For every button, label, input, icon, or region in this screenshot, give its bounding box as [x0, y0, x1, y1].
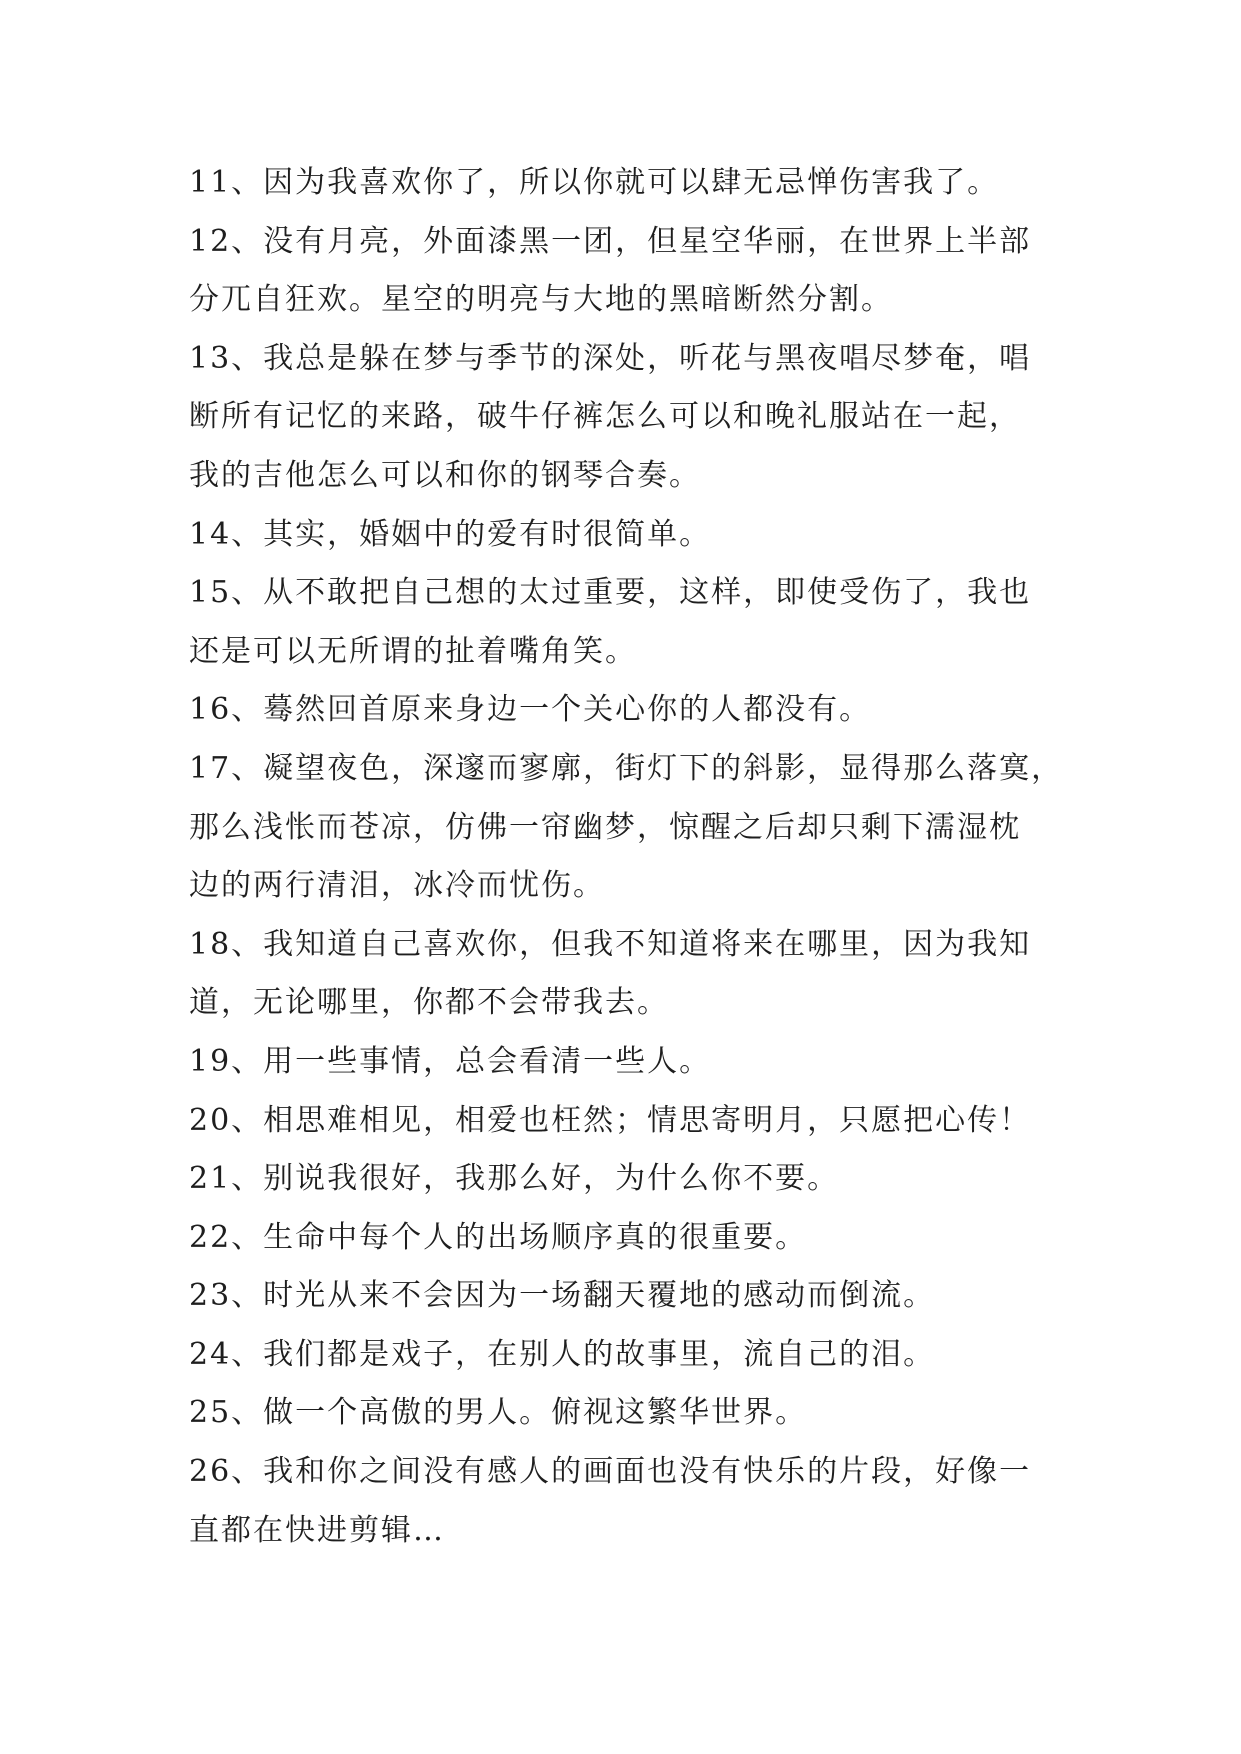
text-line: 断所有记忆的来路，破牛仔裤怎么可以和晚礼服站在一起， — [189, 399, 1021, 435]
text-line: 19、用一些事情，总会看清一些人。 — [189, 1043, 712, 1079]
text-line: 还是可以无所谓的扯着嘴角笑。 — [189, 633, 637, 669]
text-line: 22、生命中每个人的出场顺序真的很重要。 — [189, 1219, 808, 1255]
text-line: 18、我知道自己喜欢你，但我不知道将来在哪里，因为我知 — [189, 926, 1032, 962]
document-body — [189, 154, 1069, 1560]
text-line: 道，无论哪里，你都不会带我去。 — [189, 985, 669, 1021]
text-line: 21、别说我很好，我那么好，为什么你不要。 — [189, 1161, 840, 1197]
text-line: 13、我总是躲在梦与季节的深处，听花与黑夜唱尽梦奄，唱 — [189, 340, 1032, 376]
text-line: 26、我和你之间没有感人的画面也没有快乐的片段，好像一 — [189, 1454, 1032, 1490]
text-line: 20、相思难相见，相爱也枉然；情思寄明月，只愿把心传！ — [189, 1102, 1032, 1138]
text-line: 我的吉他怎么可以和你的钢琴合奏。 — [189, 457, 701, 493]
text-line: 24、我们都是戏子，在别人的故事里，流自己的泪。 — [189, 1336, 936, 1372]
text-line: 17、凝望夜色，深邃而寥廓，街灯下的斜影，显得那么落寞， — [189, 750, 1064, 786]
text-line: 12、没有月亮，外面漆黑一团，但星空华丽，在世界上半部 — [189, 223, 1032, 259]
text-line: 16、蓦然回首原来身边一个关心你的人都没有。 — [189, 692, 872, 728]
text-line: 15、从不敢把自己想的太过重要，这样，即使受伤了，我也 — [189, 575, 1032, 611]
text-line: 分兀自狂欢。星空的明亮与大地的黑暗断然分割。 — [189, 282, 893, 318]
text-line: 25、做一个高傲的男人。俯视这繁华世界。 — [189, 1395, 808, 1431]
text-line: 那么浅怅而苍凉，仿佛一帘幽梦，惊醒之后却只剩下濡湿枕 — [189, 809, 1021, 845]
text-line: 边的两行清泪，冰冷而忧伤。 — [189, 868, 605, 904]
text-line: 23、时光从来不会因为一场翻天覆地的感动而倒流。 — [189, 1278, 936, 1314]
text-line: 直都在快进剪辑… — [189, 1512, 445, 1548]
text-line: 11、因为我喜欢你了，所以你就可以肆无忌惮伤害我了。 — [189, 165, 1000, 200]
text-line: 14、其实，婚姻中的爱有时很简单。 — [189, 516, 712, 552]
